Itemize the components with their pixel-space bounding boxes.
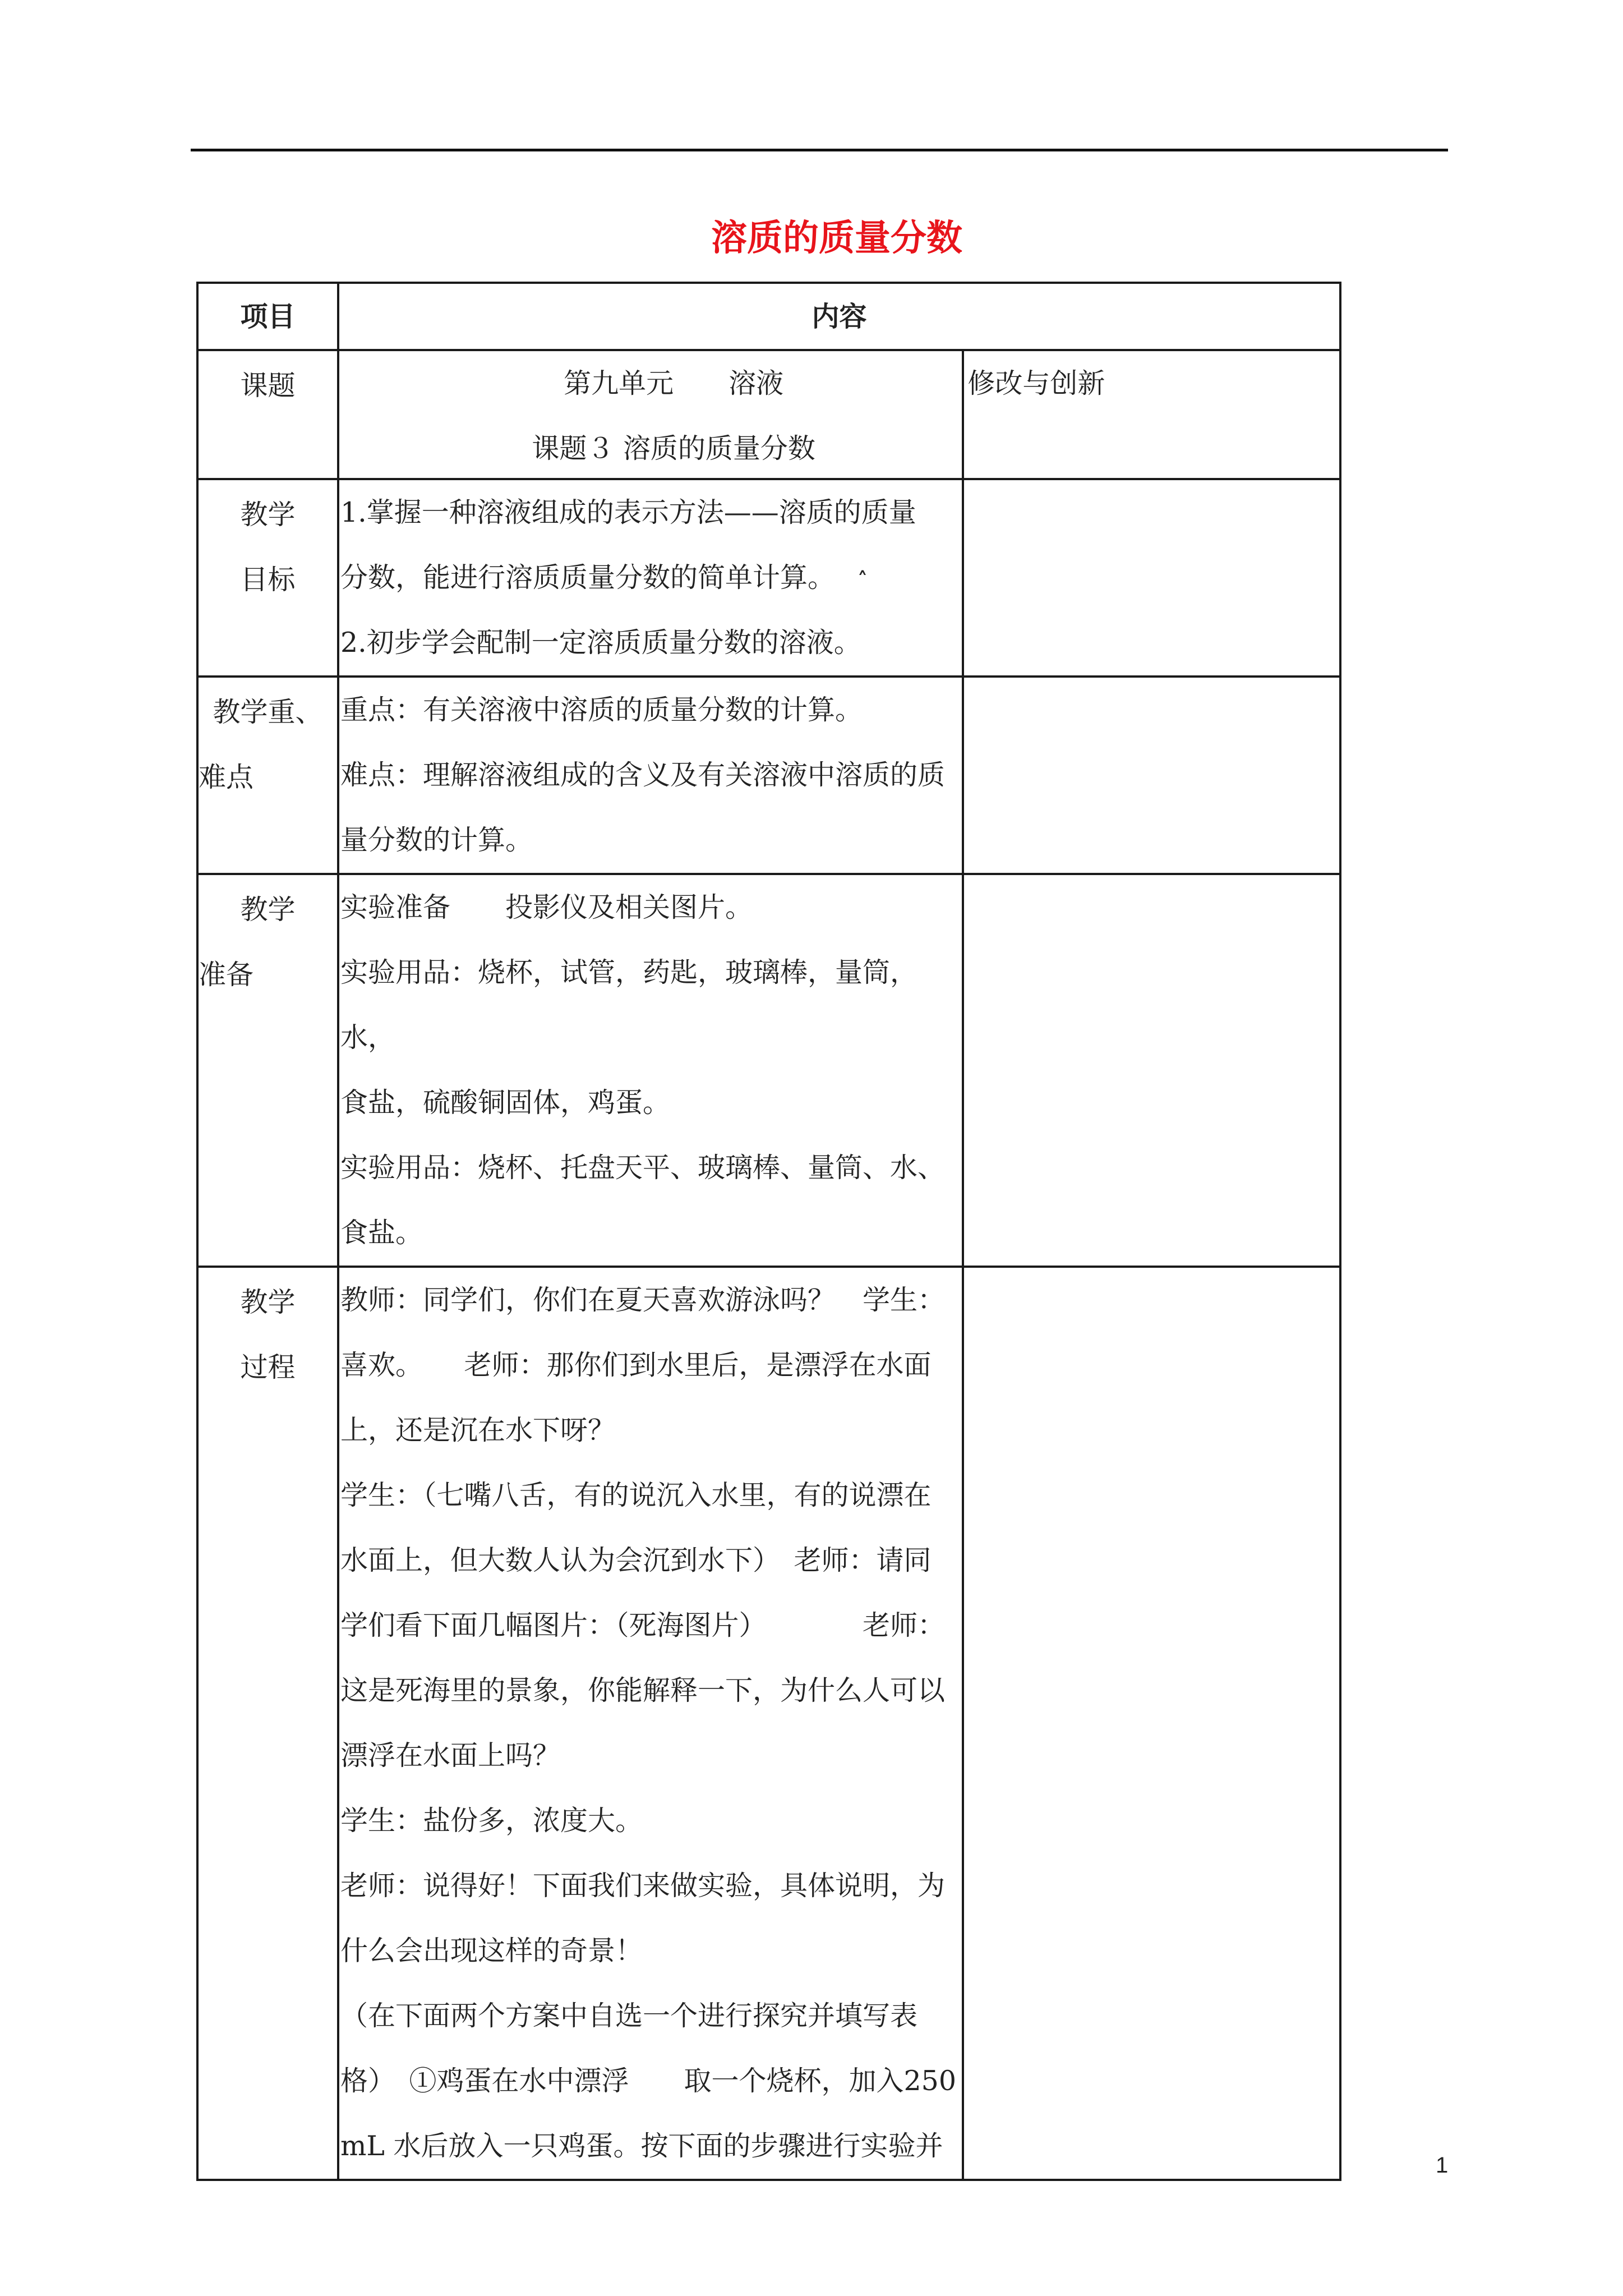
label-line: 目标 xyxy=(240,564,296,596)
content-line-text: 分数，能进行溶质质量分数的简单计算。 xyxy=(340,562,835,593)
notes-cell xyxy=(963,874,1340,1267)
content-line: 量分数的计算。 xyxy=(340,824,533,856)
table-row-prep xyxy=(197,874,1340,1267)
topic-line: 课题３ 溶质的质量分数 xyxy=(532,432,815,464)
header-content: 内容 xyxy=(338,283,1340,350)
content-line: 漂浮在水面上吗？ xyxy=(340,1740,560,1772)
label-line: 教学 xyxy=(240,1286,296,1318)
content-line: 格） ①鸡蛋在水中漂浮 取一个烧杯，加入250 xyxy=(340,2065,956,2097)
content-line: 学生：（七嘴八舌，有的说沉入水里，有的说漂在 xyxy=(340,1479,932,1511)
notes-header: 修改与创新 xyxy=(963,350,1340,479)
content-line: 1.掌握一种溶液组成的表示方法——溶质的质量 xyxy=(340,496,916,528)
table-row-goals xyxy=(197,479,1340,677)
content-line: 实验准备 投影仪及相关图片。 xyxy=(340,891,753,923)
content-line: 食盐，硫酸铜固体，鸡蛋。 xyxy=(340,1087,670,1119)
content-line: 水面上，但大数人认为会沉到水下） 老师：请同 xyxy=(340,1544,932,1576)
row-label-prep xyxy=(197,874,338,1267)
process-content xyxy=(338,1267,963,2180)
content-line: 实验用品：烧杯，试管，药匙，玻璃棒，量筒，水， xyxy=(340,956,917,1053)
prep-content xyxy=(338,874,963,1267)
content-line: 2.初步学会配制一定溶质质量分数的溶液。 xyxy=(340,627,861,659)
content-line: 学生：盐份多，浓度大。 xyxy=(340,1805,643,1837)
content-line: 教师：同学们，你们在夏天喜欢游泳吗？ 学生： xyxy=(340,1284,945,1316)
header-item: 项目 xyxy=(197,283,338,350)
header-rule xyxy=(191,149,1448,151)
content-line xyxy=(340,545,962,610)
table-row-topic xyxy=(197,350,1340,479)
label-line: 过程 xyxy=(240,1351,296,1383)
row-label-focus xyxy=(197,677,338,874)
page-title: 溶质的质量分数 xyxy=(711,217,962,259)
content-line: mL 水后放入一只鸡蛋。按下面的步骤进行实验并 xyxy=(340,2130,943,2162)
row-label-goals xyxy=(197,479,338,677)
row-label-process xyxy=(197,1267,338,2180)
label-line: 教学 xyxy=(240,499,296,531)
label-line: 教学 xyxy=(240,894,296,926)
label-line: 教学重、 xyxy=(213,696,323,728)
goals-content xyxy=(338,479,963,677)
focus-content xyxy=(338,677,963,874)
content-line: 这是死海里的景象，你能解释一下，为什么人可以 xyxy=(340,1674,945,1706)
content-line: 难点：理解溶液组成的含义及有关溶液中溶质的质 xyxy=(340,759,945,791)
content-line: 食盐。 xyxy=(340,1217,423,1249)
notes-cell xyxy=(963,479,1340,677)
content-line: 重点：有关溶液中溶质的质量分数的计算。 xyxy=(340,694,863,726)
content-line: 老师：说得好！下面我们来做实验，具体说明，为 xyxy=(340,1870,945,1902)
content-line: 实验用品：烧杯、托盘天平、玻璃棒、量筒、水、 xyxy=(340,1152,945,1184)
caret-up-icon: ˄ xyxy=(857,568,868,591)
notes-cell xyxy=(963,677,1340,874)
label-line: 准备 xyxy=(199,959,254,991)
content-line: 什么会出现这样的奇景！ xyxy=(340,1935,643,1967)
content-line: 喜欢。 老师：那你们到水里后，是漂浮在水面 xyxy=(340,1349,932,1381)
page-number: 1 xyxy=(1436,2153,1449,2178)
table-row-focus xyxy=(197,677,1340,874)
notes-cell xyxy=(963,1267,1340,2180)
content-line: 学们看下面几幅图片：（死海图片） 老师： xyxy=(340,1609,945,1641)
label-line: 难点 xyxy=(199,761,254,793)
row-label-topic: 课题 xyxy=(197,350,338,479)
topic-line: 第九单元 溶液 xyxy=(564,367,784,399)
topic-content xyxy=(338,350,963,479)
content-line: （在下面两个方案中自选一个进行探究并填写表 xyxy=(340,2000,917,2032)
table-row-process xyxy=(197,1267,1340,2180)
content-line: 上，还是沉在水下呀？ xyxy=(340,1414,615,1446)
table-header-row xyxy=(197,283,1340,350)
lesson-plan-table xyxy=(196,282,1341,2181)
